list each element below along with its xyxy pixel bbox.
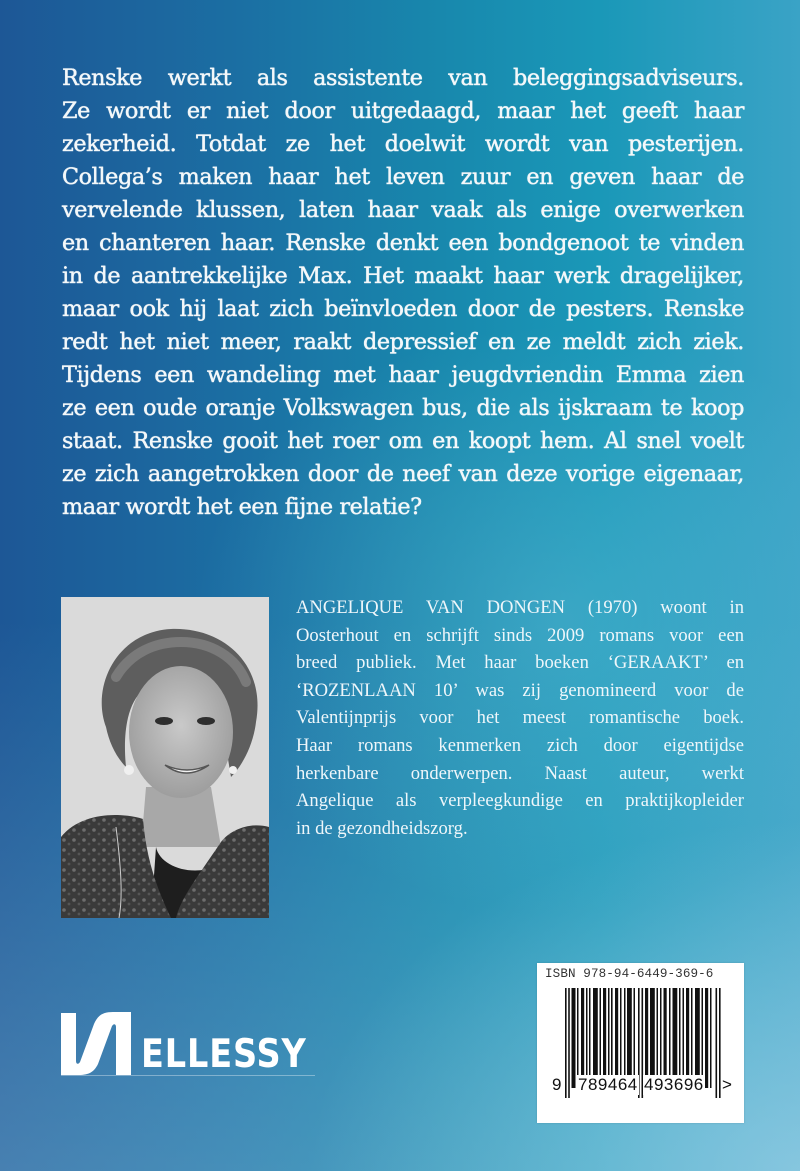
blurb-line: redt het niet meer, raakt depressief en ze meldt zich ziek. — [62, 329, 744, 355]
bio-line: Oosterhout en schrijft sinds 2009 romans voor een — [296, 624, 744, 646]
bio-line: Haar romans kenmerken zich door eigentijdse — [296, 734, 744, 756]
blurb-line: in de aantrekkelijke Max. Het maakt haar werk dragelijker, — [62, 263, 744, 289]
blurb-line: zekerheid. Totdat ze het doelwit wordt van pesterijen. — [62, 131, 744, 157]
barcode-group-2: 493696 — [644, 1075, 704, 1094]
bio-line: ‘ROZENLAAN 10’ was zij genomineerd voor de — [296, 679, 744, 701]
blurb-line: vervelende klussen, laten haar vaak als enige overwerken — [62, 197, 744, 223]
ellessy-logo-mark-icon — [61, 1012, 131, 1076]
blurb-line: Renske werkt als assistente van beleggingsadviseurs. — [62, 65, 744, 91]
book-blurb — [62, 62, 744, 524]
bio-line: Valentijnprijs voor het meest romantische boek. — [296, 707, 744, 729]
blurb-line: ze zich aangetrokken door de neef van deze vorige eigenaar, — [62, 461, 744, 487]
isbn-label: ISBN 978-94-6449-369-6 — [545, 967, 714, 981]
blurb-line: staat. Renske gooit het roer om en koopt hem. Al snel voelt — [62, 428, 744, 454]
barcode-group-1: 789464 — [578, 1075, 638, 1094]
bio-line: Angelique als verpleegkundige en praktijkopleider — [296, 790, 744, 812]
bio-line: breed publiek. Met haar boeken ‘GERAAKT’ en — [296, 652, 744, 674]
blurb-line: ze een oude oranje Volkswagen bus, die als ijskraam te koop — [62, 395, 744, 421]
publisher-logo — [61, 1012, 321, 1078]
barcode-lead-digit: 9 — [552, 1075, 562, 1094]
bio-line: ANGELIQUE VAN DONGEN (1970) woont in — [296, 597, 744, 618]
publisher-name: ELLESSY — [141, 1032, 307, 1077]
author-photo — [61, 597, 269, 918]
blurb-line: Ze wordt er niet door uitgedaagd, maar het geeft haar — [62, 98, 744, 124]
logo-underline — [61, 1075, 315, 1076]
blurb-line: en chanteren haar. Renske denkt een bondgenoot te vinden — [62, 230, 744, 256]
barcode-quiet-zone-mark: > — [722, 1075, 732, 1094]
blurb-line: maar wordt het een fijne relatie? — [62, 494, 422, 520]
blurb-line: maar ook hij laat zich beïnvloeden door de pesters. Renske — [62, 296, 744, 322]
author-bio — [296, 594, 744, 842]
portrait-image-icon — [61, 597, 269, 918]
bio-line: in de gezondheidszorg. — [296, 817, 468, 839]
blurb-line: Collega’s maken haar het leven zuur en geven haar de — [62, 164, 744, 190]
isbn-barcode — [537, 963, 744, 1123]
bio-line: herkenbare onderwerpen. Naast auteur, werkt — [296, 762, 744, 784]
blurb-line: Tijdens een wandeling met haar jeugdvriendin Emma zien — [62, 362, 744, 388]
